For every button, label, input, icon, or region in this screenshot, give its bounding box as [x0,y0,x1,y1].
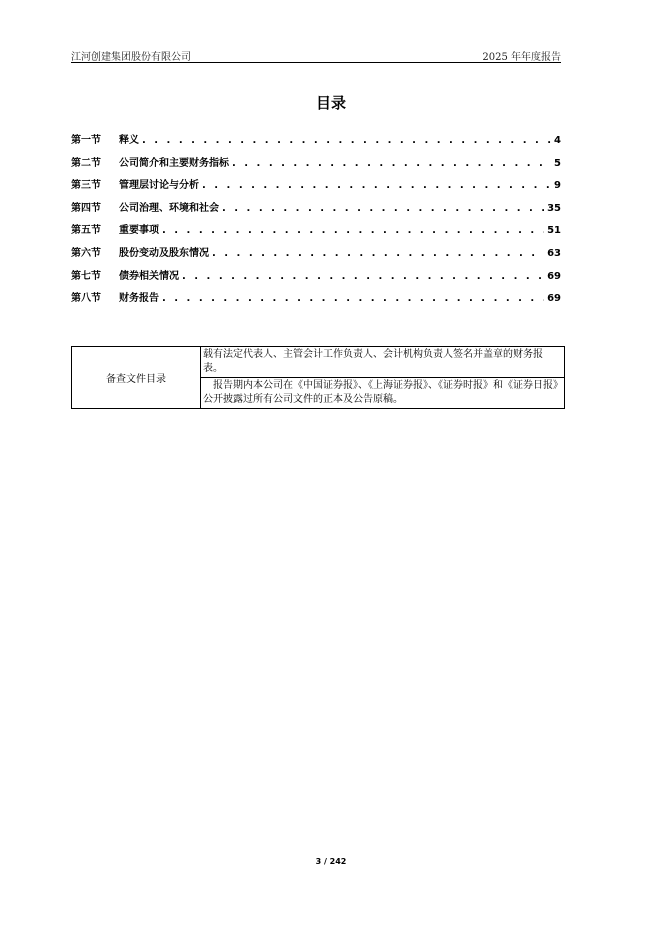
toc-section-title: 公司治理、环境和社会 [119,202,219,214]
toc-page-number: 69 [547,270,561,282]
reference-file-item: 载有法定代表人、主管会计工作负责人、会计机构负责人签名并盖章的财务报表。 [201,347,565,378]
toc-section-title: 管理层讨论与分析 [119,180,199,192]
toc-page-number: 4 [554,135,561,146]
toc-section-number: 第八节 [71,293,101,305]
company-name: 江河创建集团股份有限公司 [71,52,191,63]
toc-entry[interactable] [71,244,561,267]
report-title: 2025 年年度报告 [482,52,561,63]
toc-title: 目录 [315,94,346,112]
toc-page-number: 9 [554,180,561,192]
page-header [71,44,561,63]
toc-entry[interactable] [71,289,561,312]
toc-section-title: 股份变动及股东情况 [119,247,209,259]
toc-leader-dots [232,158,551,169]
toc-entry[interactable] [71,199,561,222]
toc-leader-dots [142,135,551,146]
toc-section-title: 公司简介和主要财务指标 [119,157,229,169]
toc-section-number: 第五节 [71,225,101,237]
toc-entry[interactable] [71,176,561,199]
toc-section-title: 债券相关情况 [119,270,179,282]
toc-page-number: 35 [547,202,561,214]
toc-leader-dots [202,180,551,191]
toc-section-title: 释义 [119,135,139,146]
table-of-contents [71,131,561,312]
toc-section-title: 财务报告 [119,293,159,305]
page-number: 3 / 242 [315,857,347,866]
toc-leader-dots [162,225,544,236]
reference-files-table [71,346,565,409]
toc-entry[interactable] [71,154,561,177]
toc-leader-dots [222,203,544,214]
toc-page-number: 5 [554,157,561,169]
toc-section-number: 第二节 [71,157,101,169]
reference-files-label: 备查文件目录 [72,347,201,409]
toc-section-number: 第三节 [71,180,101,192]
toc-entry[interactable] [71,221,561,244]
toc-page-number: 63 [547,247,561,259]
toc-section-title: 重要事项 [119,225,159,237]
toc-page-number: 51 [547,225,561,237]
toc-leader-dots [162,293,544,304]
toc-section-number: 第一节 [71,135,101,146]
table-row [72,347,565,378]
toc-entry[interactable] [71,267,561,290]
toc-section-number: 第六节 [71,247,101,259]
toc-section-number: 第七节 [71,270,101,282]
toc-page-number: 69 [547,293,561,305]
toc-entry[interactable] [71,131,561,154]
toc-leader-dots [182,271,544,282]
reference-file-item: 报告期内本公司在《中国证券报》、《上海证券报》、《证券时报》和《证券日报》公开披露过所有公司文件的正本及公告原稿。 [201,378,565,409]
toc-section-number: 第四节 [71,202,101,214]
toc-leader-dots [212,248,544,259]
